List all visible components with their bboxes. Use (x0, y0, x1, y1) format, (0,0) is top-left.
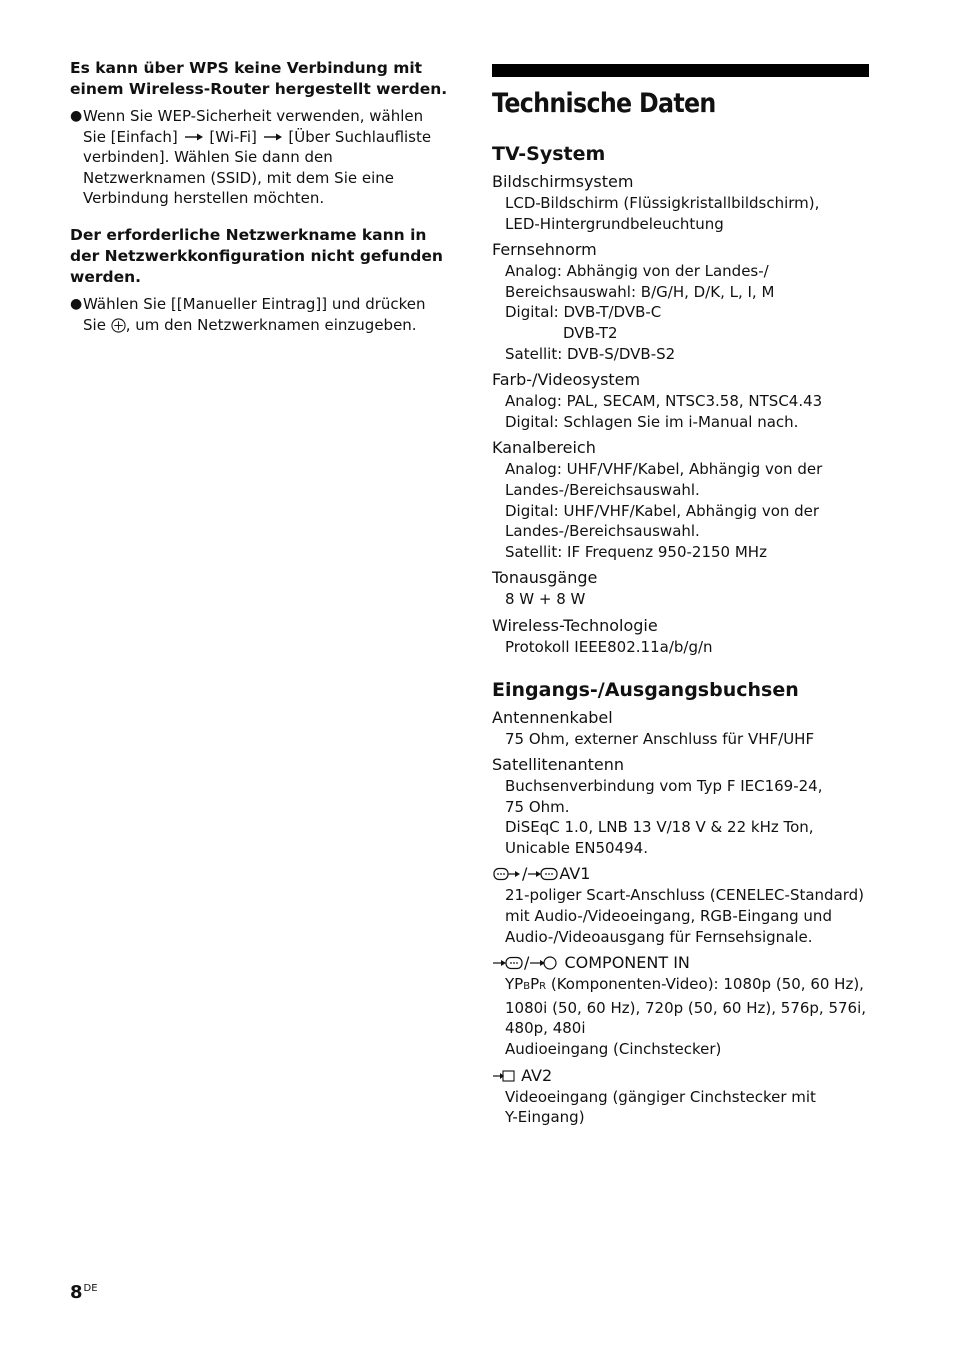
spec-term-av2 (492, 1065, 870, 1087)
answer-wps-part3: [Über Suchlaufliste verbinden]. Wählen Sie dann den Netzwerknamen (SSID), mit dem Sie eine Verbindung herstellen möchten. (83, 127, 432, 208)
spec-desc: Analog: Abhängig von der Landes-/ (505, 262, 769, 281)
av2-label: AV2 (521, 1065, 553, 1085)
spec-term-farbsystem: Farb-/Videosystem (492, 370, 641, 390)
spec-desc: 75 Ohm. (505, 797, 570, 816)
spec-term-wireless: Wireless-Technologie (492, 615, 658, 635)
icon-separator: / (524, 953, 530, 973)
signal-pb-sub: B (523, 981, 531, 993)
spec-desc: Landes-/Bereichsauswahl. (505, 480, 700, 499)
component-input-icon (492, 955, 524, 971)
spec-desc: Satellit: DVB-S/DVB-S2 (505, 344, 676, 363)
spec-desc: Buchsenverbindung vom Typ F IEC169-24, (505, 777, 823, 796)
spec-term-component-in (492, 952, 870, 974)
spec-desc: 21-poliger Scart-Anschluss (CENELEC-Standard) (505, 886, 865, 905)
spec-desc: 75 Ohm, externer Anschluss für VHF/UHF (505, 729, 815, 748)
spec-desc: 1080i (50, 60 Hz), 720p (50, 60 Hz), 576p, 576i, (505, 998, 867, 1017)
bullet-icon: ● (70, 295, 83, 312)
spec-term-satellitenantenne: Satellitenantenn (492, 755, 625, 775)
spec-desc: 480p, 480i (505, 1019, 586, 1038)
signal-pr: P (530, 975, 540, 994)
specifications-column (492, 64, 870, 1128)
section-tv-system: TV-System (492, 143, 606, 165)
answer-network-part2: , um den Netzwerknamen einzugeben. (125, 315, 417, 334)
page-title: Technische Daten (492, 88, 716, 119)
spec-term-tonausgaenge: Tonausgänge (492, 568, 598, 588)
spec-desc-component (505, 974, 870, 998)
component-in-label: COMPONENT IN (564, 953, 690, 973)
scart-input-icon (527, 866, 559, 882)
spec-desc: Protokoll IEEE802.11a/b/g/n (505, 637, 713, 656)
spec-desc: Unicable EN50494. (505, 838, 648, 857)
video-input-icon (529, 955, 559, 971)
page-number-value: 8 (70, 1282, 83, 1303)
signal-pr-sub: R (539, 981, 547, 993)
scart-in-out-icon (492, 866, 522, 882)
spec-desc: Digital: DVB-T/DVB-C (505, 303, 662, 322)
spec-desc: Videoeingang (gängiger Cinchstecker mit (505, 1087, 816, 1106)
answer-network-part1: Wählen Sie [[Manueller Eintrag]] und drücken Sie (83, 294, 426, 334)
spec-desc: Audioeingang (Cinchstecker) (505, 1040, 722, 1059)
question-network-name: Der erforderliche Netzwerkname kann in der Netzwerkkonfiguration nicht gefunden werden. (70, 225, 443, 286)
language-code: DE (83, 1283, 98, 1294)
spec-term-bildschirmsystem: Bildschirmsystem (492, 172, 634, 191)
av1-label: AV1 (559, 864, 591, 884)
question-wps: Es kann über WPS keine Verbindung mit einem Wireless-Router hergestellt werden. (70, 59, 448, 98)
signal-pb: P (514, 975, 524, 994)
section-io-jacks: Eingangs-/Ausgangsbuchsen (492, 678, 799, 701)
spec-desc: Analog: PAL, SECAM, NTSC3.58, NTSC4.43 (505, 392, 823, 411)
bullet-icon: ● (70, 108, 83, 124)
spec-desc: LCD-Bildschirm (Flüssigkristallbildschirm), (505, 194, 820, 212)
spec-term-av1 (492, 863, 870, 885)
signal-y: Y (505, 975, 515, 994)
spec-desc: Digital: Schlagen Sie im i-Manual nach. (505, 412, 799, 431)
spec-desc: Bereichsauswahl: B/G/H, D/K, L, I, M (505, 282, 775, 301)
arrow-right-icon (184, 132, 204, 142)
title-bar (492, 64, 869, 77)
spec-desc: (Komponenten-Video): 1080p (50, 60 Hz), (546, 975, 864, 994)
spec-desc: Satellit: IF Frequenz 950-2150 MHz (505, 542, 767, 561)
enter-button-icon (111, 318, 126, 333)
troubleshooting-column (70, 58, 448, 335)
answer-wps-part2: [Wi-Fi] (209, 127, 257, 146)
spec-desc: LED-Hintergrundbeleuchtung (505, 214, 724, 233)
icon-separator: / (522, 864, 528, 884)
answer-wps (70, 106, 448, 209)
spec-desc: 8 W + 8 W (505, 590, 586, 609)
spec-desc: mit Audio-/Videoeingang, RGB-Eingang und (505, 907, 832, 926)
spec-desc: Y-Eingang) (505, 1108, 585, 1127)
spec-desc: Audio-/Videoausgang für Fernsehsignale. (505, 927, 813, 946)
spec-term-antennenkabel: Antennenkabel (492, 707, 613, 727)
spec-desc: DiSEqC 1.0, LNB 13 V/18 V & 22 kHz Ton, (505, 818, 814, 837)
page-number (70, 1282, 98, 1303)
spec-desc: Landes-/Bereichsauswahl. (505, 522, 700, 541)
spec-desc: Digital: UHF/VHF/Kabel, Abhängig von der (505, 501, 820, 520)
answer-wps-part1: Wenn Sie WEP-Sicherheit verwenden, wählen Sie [Einfach] (83, 107, 424, 146)
arrow-right-icon (263, 132, 283, 142)
spec-desc: DVB-T2 (563, 323, 618, 342)
spec-term-kanalbereich: Kanalbereich (492, 438, 596, 458)
answer-network-name (70, 294, 448, 335)
spec-term-fernsehnorm: Fernsehnorm (492, 240, 597, 260)
video-input-icon (492, 1068, 516, 1084)
spec-desc: Analog: UHF/VHF/Kabel, Abhängig von der (505, 460, 823, 479)
